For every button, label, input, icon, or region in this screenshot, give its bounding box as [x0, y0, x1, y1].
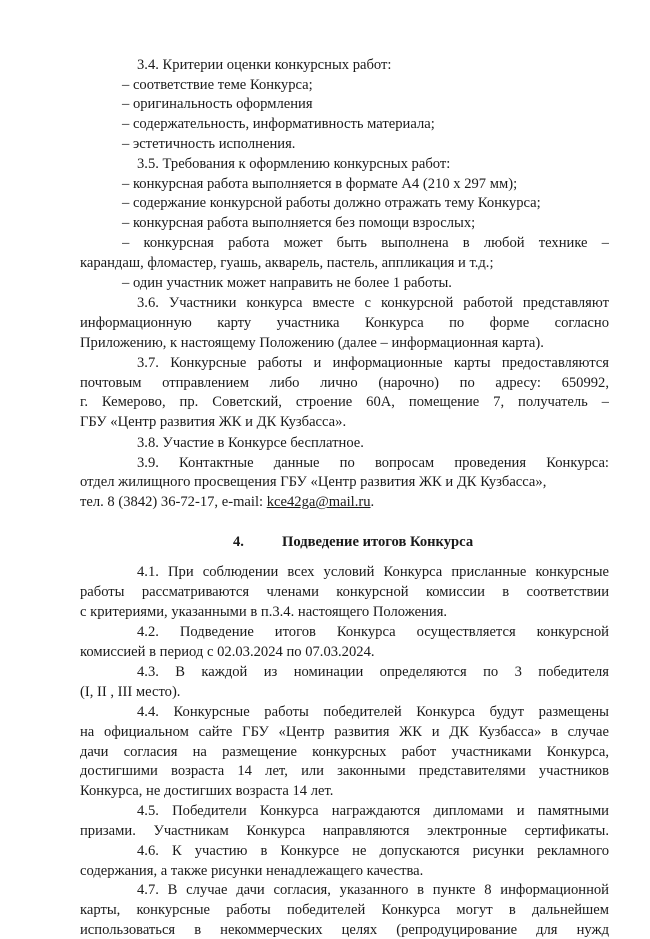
criteria-item-2: – оригинальность оформления: [122, 96, 313, 113]
section-4-heading: Подведение итогов Конкурса: [282, 533, 474, 550]
section-4-heading-number: 4.: [233, 533, 244, 550]
section-3-6-line-2: информационную карту участника Конкурса по форме согласно: [80, 315, 609, 332]
section-4-5-line-1: 4.5. Победители Конкурса награждаются дипломами и памятными: [137, 803, 609, 820]
section-3-5-title: 3.5. Требования к оформлению конкурсных работ:: [137, 155, 451, 172]
section-3-7-line-4: ГБУ «Центр развития ЖК и ДК Кузбасса».: [80, 414, 347, 431]
section-3-7-line-1: 3.7. Конкурсные работы и информационные карты предоставляются: [137, 354, 609, 371]
section-3-6-line-3: Приложению, к настоящему Положению (далее – информационная карта).: [80, 334, 544, 351]
section-3-9-line-1: 3.9. Контактные данные по вопросам проведения Конкурса:: [137, 454, 609, 471]
section-4-4-line-3: дачи согласия на размещение конкурсных работ участниками Конкурса,: [80, 743, 609, 760]
requirement-item-3: – конкурсная работа выполняется без помощи взрослых;: [122, 215, 476, 232]
section-3-7-line-3: г. Кемерово, пр. Советский, строение 60А, помещение 7, получатель –: [80, 394, 609, 411]
section-4-6-line-1: 4.6. К участию в Конкурсе не допускаются рисунки рекламного: [137, 842, 609, 859]
requirement-item-4-cont: карандаш, фломастер, гуашь, акварель, пастель, аппликация и т.д.;: [80, 254, 494, 271]
requirement-item-5: – один участник может направить не более 1 работы.: [122, 274, 452, 291]
contact-email-link[interactable]: kce42ga@mail.ru: [266, 494, 371, 511]
requirement-item-2: – содержание конкурсной работы должно отражать тему Конкурса;: [122, 195, 541, 212]
criteria-item-1: – соответствие теме Конкурса;: [122, 76, 313, 93]
section-4-2-line-1: 4.2. Подведение итогов Конкурса осуществляется конкурсной: [137, 623, 609, 640]
contact-phone-text: тел. 8 (3842) 36-72-17, e-mail:: [80, 494, 267, 511]
section-4-4-line-1: 4.4. Конкурсные работы победителей Конкурса будут размещены: [137, 703, 609, 720]
section-4-1-line-2: работы рассматриваются членами конкурсной комиссии в соответствии: [80, 584, 609, 601]
section-3-7-line-2: почтовым отправлением либо лично (нарочно) по адресу: 650992,: [80, 374, 609, 391]
section-4-3-line-2: (I, II , III место).: [80, 684, 181, 701]
section-3-6-line-1: 3.6. Участники конкурса вместе с конкурсной работой представляют: [137, 295, 609, 312]
section-4-1-line-1: 4.1. При соблюдении всех условий Конкурса присланные конкурсные: [137, 564, 609, 581]
contact-email-period: .: [370, 494, 375, 511]
section-4-4-line-2: на официальном сайте ГБУ «Центр развития ЖК и ДК Кузбасса» в случае: [80, 723, 609, 740]
section-3-9-line-2: отдел жилищного просвещения ГБУ «Центр развития ЖК и ДК Кузбасса»,: [80, 474, 547, 491]
section-4-7-line-2: карты, конкурсные работы победителей Конкурса могут в дальнейшем: [80, 902, 609, 919]
section-4-4-line-5: Конкурса, не достигших возраста 14 лет.: [80, 783, 334, 800]
requirement-item-1: – конкурсная работа выполняется в формате А4 (210 х 297 мм);: [122, 175, 518, 192]
section-4-4-line-4: достигшими возраста 14 лет, или законными представителями участников: [80, 763, 609, 780]
section-4-3-line-1: 4.3. В каждой из номинации определяются по 3 победителя: [137, 664, 609, 681]
section-3-4-title: 3.4. Критерии оценки конкурсных работ:: [137, 56, 392, 73]
section-4-6-line-2: содержания, а также рисунки ненадлежащего качества.: [80, 862, 424, 879]
section-4-7-line-3: использоваться в некоммерческих целях (репродуцирование для нужд: [80, 921, 609, 938]
requirement-item-4: – конкурсная работа может быть выполнена в любой технике –: [122, 235, 609, 251]
section-3-8: 3.8. Участие в Конкурсе бесплатное.: [137, 434, 364, 451]
section-4-2-line-2: комиссией в период с 02.03.2024 по 07.03.2024.: [80, 643, 375, 660]
criteria-item-4: – эстетичность исполнения.: [122, 136, 296, 152]
section-3-9-line-3: [80, 493, 374, 511]
section-4-5-line-2: призами. Участникам Конкурса направляются электронные сертификаты.: [80, 822, 609, 839]
criteria-item-3: – содержательность, информативность материала;: [122, 116, 435, 133]
section-4-1-line-3: с критериями, указанными в п.3.4. настоящего Положения.: [80, 604, 448, 620]
section-4-7-line-1: 4.7. В случае дачи согласия, указанного в пункте 8 информационной: [137, 882, 609, 899]
